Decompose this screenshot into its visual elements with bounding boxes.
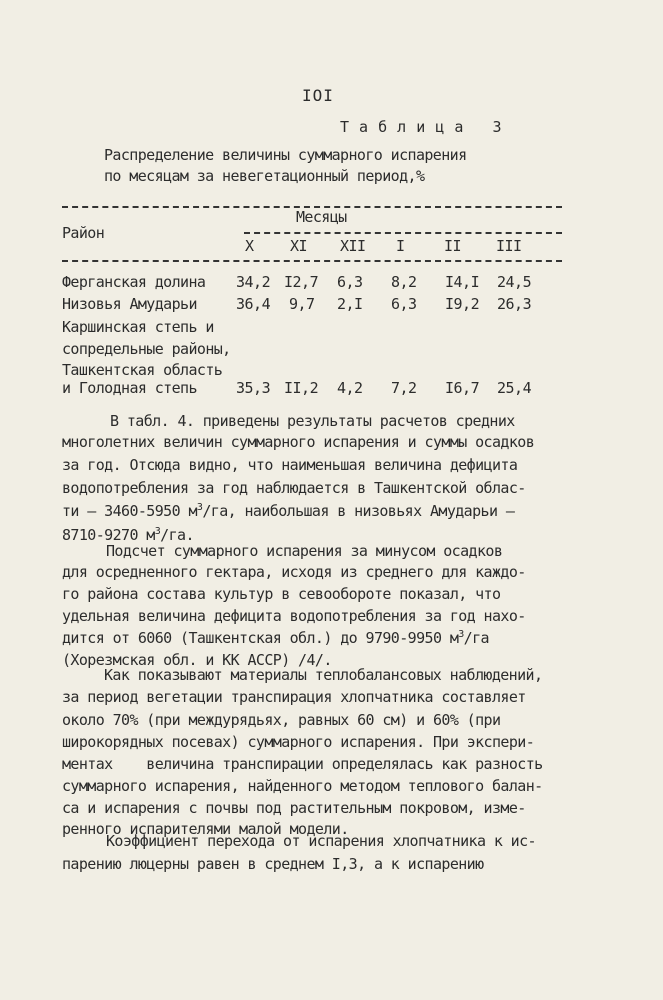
table-cell: II,2 bbox=[284, 379, 319, 397]
table-caption-line-2: по месяцам за невегетационный период,% bbox=[104, 167, 425, 185]
text-line: Коэффициент перехода от испарения хлопчатника к ис- bbox=[106, 832, 536, 850]
month-header: I bbox=[396, 237, 405, 255]
superscript: 3 bbox=[154, 526, 161, 537]
text-span: ти – 3460-5950 м bbox=[62, 502, 197, 520]
region-name: сопредельные районы, bbox=[62, 340, 231, 358]
table-label: Т а б л и ц а 3 bbox=[340, 118, 503, 136]
text-line: за год. Отсюда видно, что наименьшая величина дефицита bbox=[62, 456, 518, 474]
text-line: Подсчет суммарного испарения за минусом осадков bbox=[106, 542, 503, 560]
table-cell: 7,2 bbox=[391, 379, 417, 397]
text-line: для осредненного гектара, исходя из среднего для каждо- bbox=[62, 563, 526, 581]
superscript: 3 bbox=[196, 502, 203, 513]
text-line: около 70% (при междурядьях, равных 60 см) и 60% (при bbox=[62, 711, 501, 729]
text-line: В табл. 4. приведены результаты расчетов средних bbox=[110, 412, 515, 430]
paragraph bbox=[62, 832, 632, 882]
month-header: XII bbox=[340, 237, 366, 255]
text-line bbox=[62, 502, 514, 520]
text-line: го района состава культур в севообороте показал, что bbox=[62, 585, 501, 603]
text-line: удельная величина дефицита водопотребления за год нахо- bbox=[62, 607, 526, 625]
superscript: 3 bbox=[458, 629, 464, 640]
text-line: Как показывают материалы теплобалансовых наблюдений, bbox=[104, 666, 543, 684]
text-span: 8710-9270 м bbox=[62, 526, 155, 544]
paragraph bbox=[62, 412, 622, 542]
text-span: /га bbox=[463, 629, 489, 647]
text-line: широкорядных посевах) суммарного испарения. При экспери- bbox=[62, 733, 535, 751]
header-region: Район bbox=[62, 224, 105, 242]
region-name: Ферганская долина bbox=[62, 273, 206, 291]
header-bottom-rule bbox=[62, 260, 562, 262]
text-span: /га. bbox=[160, 526, 194, 544]
text-line: (Хорезмская обл. и КК АССР) /4/. bbox=[62, 651, 332, 669]
text-line: суммарного испарения, найденного методом теплового балан- bbox=[62, 777, 543, 795]
table-cell: 9,7 bbox=[289, 295, 315, 313]
table-cell: I2,7 bbox=[284, 273, 319, 291]
month-header: II bbox=[444, 237, 462, 255]
table-cell: 35,3 bbox=[236, 379, 271, 397]
month-header: XI bbox=[290, 237, 308, 255]
table-cell: 2,I bbox=[337, 295, 363, 313]
paragraph bbox=[62, 666, 632, 836]
text-line: ренного испарителями малой модели. bbox=[62, 820, 349, 838]
table-cell: 25,4 bbox=[497, 379, 532, 397]
region-name: Каршинская степь и bbox=[62, 318, 214, 336]
region-name: Ташкентская область bbox=[62, 361, 223, 379]
text-line: многолетних величин суммарного испарения и суммы осадков bbox=[62, 433, 535, 451]
text-line: ментах величина транспирации определялась как разность bbox=[62, 755, 543, 773]
month-header: X bbox=[245, 237, 254, 255]
text-line: водопотребления за год наблюдается в Ташкентской облас- bbox=[62, 479, 526, 497]
region-name: Низовья Амударьи bbox=[62, 295, 197, 313]
table-cell: 34,2 bbox=[236, 273, 271, 291]
month-header: III bbox=[496, 237, 522, 255]
region-name: и Голодная степь bbox=[62, 379, 197, 397]
table-cell: 6,3 bbox=[391, 295, 417, 313]
text-line bbox=[62, 629, 489, 647]
page-number: IOI bbox=[302, 86, 334, 105]
text-line: за период вегетации транспирация хлопчатника составляет bbox=[62, 688, 526, 706]
header-months: Месяцы bbox=[296, 208, 347, 226]
text-line: са и испарения с почвы под растительным покровом, изме- bbox=[62, 799, 526, 817]
header-months-rule bbox=[244, 232, 562, 234]
text-span: дится от 6060 (Ташкентская обл.) до 9790-9950 м bbox=[62, 629, 459, 647]
table-cell: 36,4 bbox=[236, 295, 271, 313]
table-caption-line-1: Распределение величины суммарного испарения bbox=[104, 146, 467, 164]
paragraph bbox=[62, 542, 622, 672]
table-cell: 26,3 bbox=[497, 295, 532, 313]
table-cell: I6,7 bbox=[445, 379, 480, 397]
table-cell: I9,2 bbox=[445, 295, 480, 313]
text-line: парению люцерны равен в среднем I,3, а к испарению bbox=[62, 855, 484, 873]
table-cell: 6,3 bbox=[337, 273, 363, 291]
table-cell: 4,2 bbox=[337, 379, 363, 397]
table-cell: 24,5 bbox=[497, 273, 532, 291]
text-span: /га, наибольшая в низовьях Амударьи – bbox=[202, 502, 515, 520]
table-cell: 8,2 bbox=[391, 273, 417, 291]
table-cell: I4,I bbox=[445, 273, 480, 291]
